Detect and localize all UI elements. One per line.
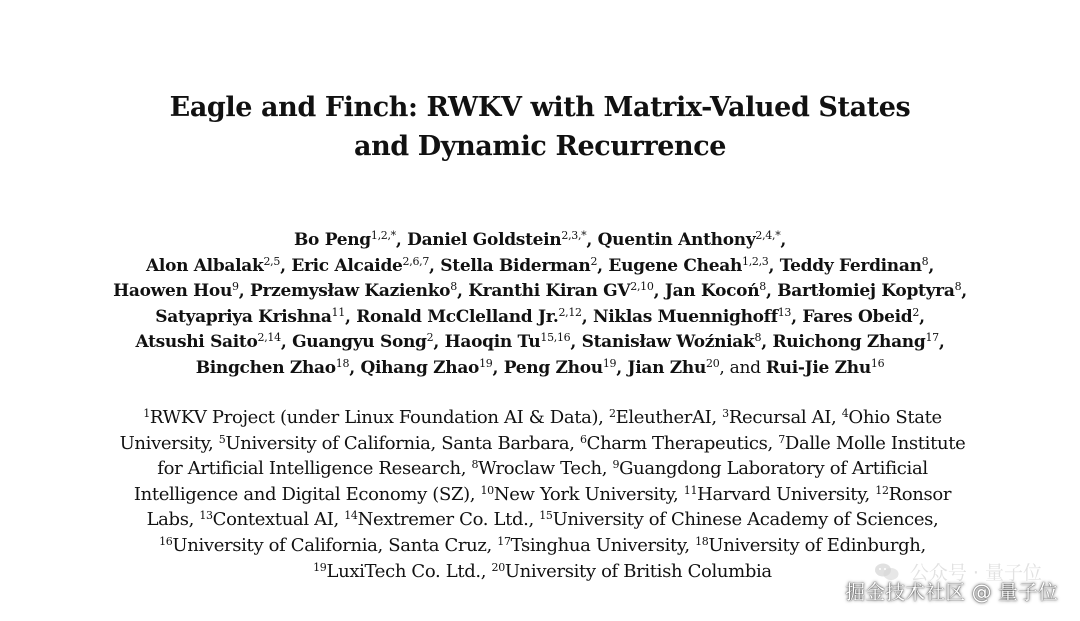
author-separator: ,: [456, 281, 469, 301]
affiliation-number: 1: [143, 406, 150, 420]
author-name: Haowen Hou: [113, 281, 233, 301]
author-affiliation-marker: 2,10: [630, 279, 654, 293]
author-line: [10, 356, 1070, 382]
author-separator: ,: [570, 332, 582, 352]
author-name: Przemysław Kazienko: [249, 281, 451, 301]
affiliation-text: RWKV Project (under Linux Foundation AI & Data),: [149, 407, 609, 428]
author-separator: ,: [429, 255, 441, 276]
author-name: Niklas Muennighoff: [592, 306, 778, 327]
author-separator: ,: [765, 281, 778, 301]
author-name: Ruichong Zhang: [772, 332, 926, 352]
affiliation-text: University of Chinese Academy of Sciences,: [552, 509, 939, 531]
author-affiliation-marker: 15,16: [540, 330, 571, 344]
affiliation-number: 18: [695, 534, 709, 548]
author-affiliation-marker: 2: [590, 254, 598, 268]
affiliation-text: University,: [119, 432, 219, 454]
affiliation-text: Charm Therapeutics,: [586, 432, 779, 454]
author-separator: ,: [280, 332, 293, 352]
author-affiliation-marker: 20: [706, 356, 720, 370]
author-affiliation-marker: 11: [331, 305, 345, 319]
affiliation-text: Tsinghua University,: [510, 534, 696, 556]
author-affiliation-marker: 1,2,*: [370, 228, 396, 242]
author-line: [10, 330, 1070, 356]
author-affiliation-marker: 17: [925, 330, 939, 344]
author-affiliation-marker: 2,6,7: [402, 254, 430, 268]
affiliation-number: 8: [471, 458, 479, 472]
author-name: Fares Obeid: [802, 306, 913, 327]
author-name: Guangyu Song: [292, 332, 427, 352]
affiliation-number: 7: [778, 432, 785, 446]
affiliation-line: [15, 405, 1070, 431]
author-separator: ,: [581, 306, 593, 327]
paper-title-line-2: and Dynamic Recurrence: [353, 131, 727, 162]
author-separator: ,: [349, 357, 361, 378]
affiliation-number: 17: [497, 534, 511, 548]
affiliation-number: 20: [491, 560, 505, 574]
author-name: Stella Biderman: [440, 255, 591, 276]
affiliation-text: for Artificial Intelligence Research,: [157, 458, 472, 480]
author-separator: ,: [616, 357, 628, 378]
author-name: Jan Kocoń: [664, 281, 760, 301]
author-line: [10, 279, 1070, 305]
author-affiliation-marker: 2,5: [263, 254, 281, 268]
author-affiliation-marker: 1,2,3: [742, 254, 769, 268]
affiliation-line: [15, 456, 1070, 482]
author-separator: ,: [791, 306, 803, 327]
author-affiliation-marker: 19: [602, 356, 617, 370]
affiliation-text: LuxiTech Co. Ltd.,: [326, 560, 492, 582]
watermark-text: 掘金技术社区 @ 量子位: [845, 580, 1058, 604]
author-name: Atsushi Saito: [135, 332, 258, 352]
affiliation-number: 19: [313, 560, 327, 574]
author-separator: ,: [433, 332, 445, 352]
author-separator: ,: [928, 255, 934, 276]
author-separator: ,: [344, 306, 357, 327]
author-affiliation-marker: 2: [426, 330, 434, 344]
affiliation-text: University of Edinburgh,: [708, 534, 926, 556]
affiliation-text: Harvard University,: [697, 483, 876, 505]
affiliation-text: Labs,: [146, 509, 200, 531]
affiliation-number: 5: [218, 432, 226, 446]
author-affiliation-marker: 2,4,*: [755, 228, 781, 242]
author-name: Eugene Cheah: [608, 255, 743, 276]
author-separator: ,: [492, 357, 504, 378]
author-separator: ,: [780, 230, 787, 250]
author-name: Teddy Ferdinan: [779, 255, 922, 276]
author-list: [0, 228, 1070, 381]
affiliation-number: 3: [722, 406, 729, 420]
author-name: Ronald McClelland Jr.: [356, 306, 559, 327]
author-name: Alon Albalak: [146, 255, 264, 276]
author-name: Rui-Jie Zhu: [765, 357, 871, 378]
affiliation-text: Recursal AI,: [728, 407, 842, 428]
author-name: Peng Zhou: [503, 357, 603, 378]
author-name: Bingchen Zhao: [195, 357, 336, 378]
author-separator: ,: [919, 306, 925, 327]
affiliation-text: University of California, Santa Cruz,: [172, 534, 498, 556]
paper-title: [0, 88, 1080, 166]
affiliation-text: Ronsor: [888, 483, 952, 505]
author-separator: ,: [586, 230, 598, 250]
affiliation-line: [15, 507, 1070, 533]
author-affiliation-marker: 18: [335, 356, 350, 370]
author-name: Eric Alcaide: [291, 255, 403, 276]
author-affiliation-marker: 8: [754, 330, 762, 344]
affiliation-text: Intelligence and Digital Economy (SZ),: [133, 483, 481, 505]
author-name: Satyapriya Krishna: [155, 306, 332, 327]
affiliation-text: Ohio State: [848, 407, 942, 428]
affiliation-number: 2: [608, 406, 616, 420]
author-name: Daniel Goldstein: [407, 230, 562, 250]
author-separator: ,: [280, 255, 292, 276]
affiliation-number: 16: [159, 534, 173, 548]
author-name: Jian Zhu: [627, 357, 707, 378]
author-name: Qihang Zhao: [360, 357, 480, 378]
affiliation-number: 11: [683, 483, 698, 497]
author-affiliation-marker: 2: [912, 305, 920, 319]
author-line: [10, 305, 1070, 331]
affiliation-line: [15, 431, 1070, 457]
author-line: [10, 254, 1070, 280]
affiliation-text: University of California, Santa Barbara,: [225, 432, 580, 454]
affiliation-text: University of British Columbia: [504, 560, 772, 582]
affiliation-number: 10: [480, 483, 494, 497]
author-affiliation-marker: 8: [450, 279, 457, 293]
affiliation-number: 9: [612, 458, 620, 472]
author-affiliation-marker: 8: [921, 254, 929, 268]
watermark-faint-text: 公众号 · 量子位: [909, 562, 1042, 584]
author-affiliation-marker: 2,3,*: [561, 228, 587, 242]
author-separator: ,: [238, 281, 250, 301]
affiliation-text: New York University,: [493, 483, 684, 505]
author-name: Quentin Anthony: [597, 230, 756, 250]
author-name: Bartłomiej Koptyra: [777, 281, 955, 301]
affiliation-text: Wroclaw Tech,: [478, 458, 613, 480]
author-separator: ,: [653, 281, 665, 301]
affiliation-number: 4: [841, 406, 849, 420]
affiliation-text: Guangdong Laboratory of Artificial: [619, 458, 928, 480]
author-line: [10, 228, 1070, 254]
affiliation-text: Dalle Molle Institute: [784, 432, 966, 454]
affiliation-text: EleutherAI,: [615, 407, 723, 428]
author-separator: ,: [961, 281, 967, 301]
author-affiliation-marker: 13: [777, 305, 792, 319]
paper-title-line-1: Eagle and Finch: RWKV with Matrix-Valued States: [169, 92, 911, 123]
affiliation-line: [15, 533, 1070, 559]
author-separator: ,: [768, 255, 780, 276]
author-affiliation-marker: 19: [479, 356, 493, 370]
author-affiliation-marker: 8: [759, 279, 766, 293]
author-separator: ,: [597, 255, 609, 276]
affiliation-text: Nextremer Co. Ltd.,: [357, 509, 540, 531]
affiliation-number: 12: [875, 483, 889, 497]
watermark: [845, 576, 1058, 605]
author-affiliation-marker: 9: [232, 279, 239, 293]
author-name: Kranthi Kiran GV: [468, 281, 631, 301]
author-separator: ,: [761, 332, 773, 352]
affiliation-line: [15, 482, 1070, 508]
author-separator: , and: [719, 357, 766, 378]
affiliation-text: Contextual AI,: [212, 509, 345, 531]
author-name: Stanisław Woźniak: [581, 332, 755, 352]
affiliation-number: 14: [344, 509, 358, 523]
author-separator: ,: [395, 230, 408, 250]
affiliation-number: 6: [579, 432, 587, 446]
author-name: Haoqin Tu: [444, 332, 541, 352]
author-affiliation-marker: 8: [954, 279, 962, 293]
author-affiliation-marker: 2,14: [257, 330, 281, 344]
author-name: Bo Peng: [293, 230, 371, 250]
affiliation-number: 13: [199, 509, 213, 523]
affiliation-number: 15: [539, 509, 553, 523]
author-affiliation-marker: 16: [870, 356, 885, 370]
author-separator: ,: [938, 332, 945, 352]
author-affiliation-marker: 2,12: [558, 305, 582, 319]
